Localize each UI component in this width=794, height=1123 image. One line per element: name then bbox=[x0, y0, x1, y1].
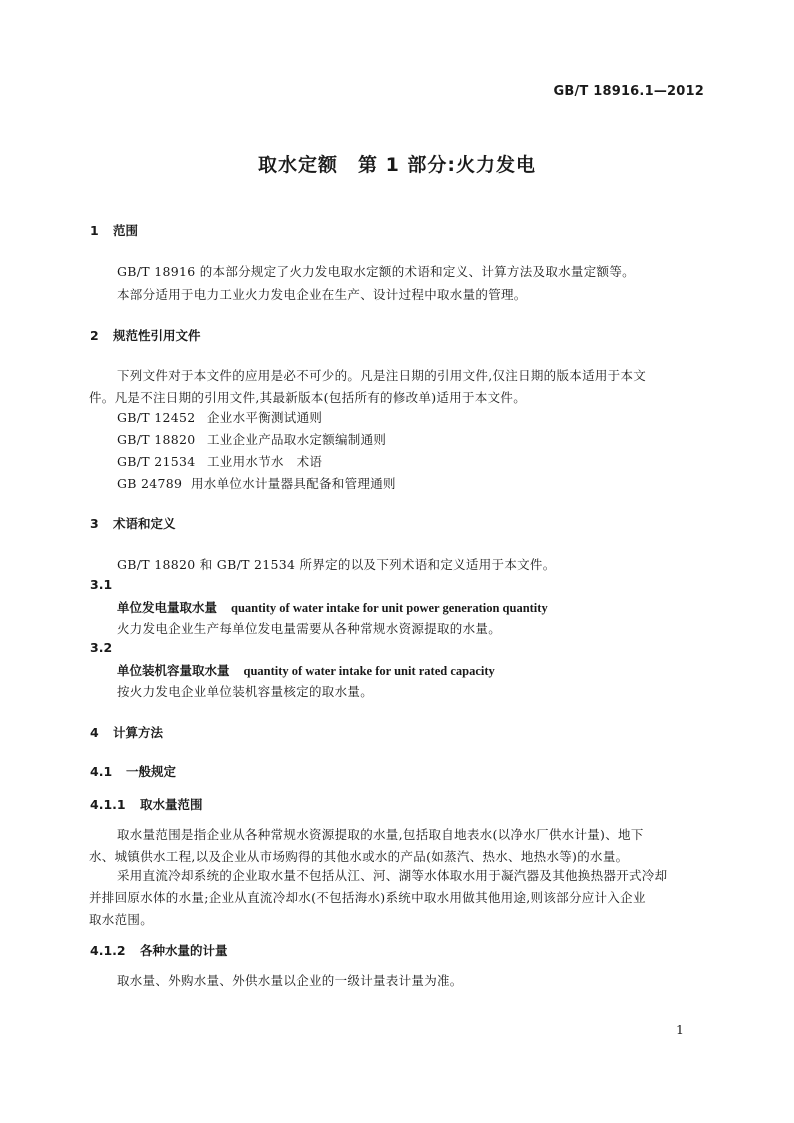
section-4-heading bbox=[90, 723, 163, 741]
reference-item bbox=[117, 474, 396, 492]
section-title: 术语和定义 bbox=[113, 516, 176, 531]
section-number: 4.1.2 bbox=[90, 943, 126, 958]
paragraph-line: 取水范围。 bbox=[89, 912, 154, 927]
paragraph: GB/T 18916 的本部分规定了火力发电取水定额的术语和定义、计算方法及取水量定额等。 bbox=[117, 264, 635, 279]
reference-title: 用水单位水计量器具配备和管理通则 bbox=[191, 476, 396, 491]
section-2-heading bbox=[90, 326, 201, 344]
subsection-4-1-1-heading bbox=[90, 795, 203, 813]
term-english: quantity of water intake for unit rated capacity bbox=[243, 664, 495, 678]
reference-item bbox=[117, 408, 322, 426]
reference-title: 工业用水节水 术语 bbox=[207, 454, 323, 469]
term-definition: 火力发电企业生产每单位发电量需要从各种常规水资源提取的水量。 bbox=[117, 621, 502, 636]
paragraph-line: 采用直流冷却系统的企业取水量不包括从江、河、湖等水体取水用于凝汽器及其他换热器开式冷却 bbox=[117, 868, 668, 883]
paragraph-line: 水、城镇供水工程,以及企业从市场购得的其他水或水的产品(如蒸汽、热水、地热水等)的水量。 bbox=[89, 849, 629, 864]
reference-code: GB/T 18820 bbox=[117, 432, 196, 447]
term-chinese: 单位发电量取水量 bbox=[117, 600, 218, 615]
section-number: 4.1 bbox=[90, 764, 113, 779]
subsection-4-1-heading bbox=[90, 762, 176, 780]
reference-code: GB/T 12452 bbox=[117, 410, 196, 425]
section-number: 4 bbox=[90, 725, 99, 740]
section-number: 4.1.1 bbox=[90, 797, 126, 812]
term-definition: 按火力发电企业单位装机容量核定的取水量。 bbox=[117, 684, 374, 699]
reference-code: GB 24789 bbox=[117, 476, 183, 491]
section-title: 范围 bbox=[113, 223, 139, 238]
term-entry bbox=[117, 598, 548, 616]
reference-item bbox=[117, 452, 322, 470]
paragraph-line: 取水量范围是指企业从各种常规水资源提取的水量,包括取自地表水(以净水厂供水计量)、地下 bbox=[117, 827, 644, 842]
reference-code: GB/T 21534 bbox=[117, 454, 196, 469]
reference-item bbox=[117, 430, 386, 448]
section-title: 各种水量的计量 bbox=[140, 943, 228, 958]
paragraph: 取水量、外购水量、外供水量以企业的一级计量表计量为准。 bbox=[117, 973, 463, 988]
section-title: 取水量范围 bbox=[140, 797, 203, 812]
standard-code: GB/T 18916.1—2012 bbox=[553, 84, 704, 99]
term-number: 3.2 bbox=[90, 640, 113, 655]
section-number: 2 bbox=[90, 328, 99, 343]
section-3-heading bbox=[90, 514, 176, 532]
paragraph-line: 并排回原水体的水量;企业从直流冷却水(不包括海水)系统中取水用做其他用途,则该部分应计入企业 bbox=[89, 890, 646, 905]
subsection-4-1-2-heading bbox=[90, 941, 228, 959]
paragraph-line: 下列文件对于本文件的应用是必不可少的。凡是注日期的引用文件,仅注日期的版本适用于本文 bbox=[117, 368, 647, 383]
document-title: 取水定额 第 1 部分:火力发电 bbox=[257, 154, 537, 176]
reference-title: 企业水平衡测试通则 bbox=[207, 410, 323, 425]
section-number: 1 bbox=[90, 223, 99, 238]
paragraph-line: 件。凡是不注日期的引用文件,其最新版本(包括所有的修改单)适用于本文件。 bbox=[89, 390, 527, 405]
term-entry bbox=[117, 661, 495, 679]
section-title: 计算方法 bbox=[113, 725, 164, 740]
paragraph: 本部分适用于电力工业火力发电企业在生产、设计过程中取水量的管理。 bbox=[117, 287, 527, 302]
reference-title: 工业企业产品取水定额编制通则 bbox=[207, 432, 387, 447]
section-1-heading bbox=[90, 221, 138, 239]
section-title: 一般规定 bbox=[126, 764, 177, 779]
section-title: 规范性引用文件 bbox=[113, 328, 201, 343]
term-english: quantity of water intake for unit power generation quantity bbox=[231, 601, 548, 615]
term-chinese: 单位装机容量取水量 bbox=[117, 663, 230, 678]
term-number: 3.1 bbox=[90, 577, 113, 592]
paragraph: GB/T 18820 和 GB/T 21534 所界定的以及下列术语和定义适用于本文件。 bbox=[117, 557, 556, 572]
page-number: 1 bbox=[676, 1022, 684, 1037]
section-number: 3 bbox=[90, 516, 99, 531]
